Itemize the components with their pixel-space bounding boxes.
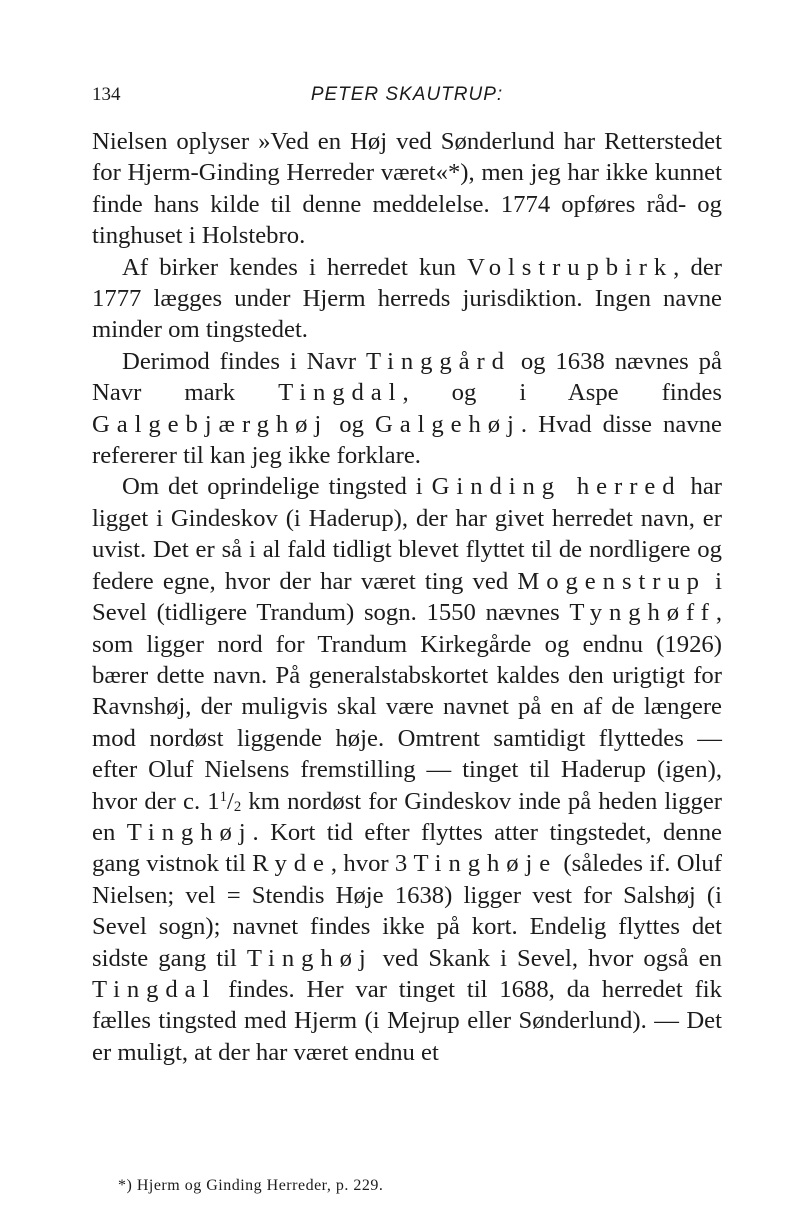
paragraph-3 xyxy=(92,346,722,472)
text-run: Derimod findes i Navr xyxy=(122,347,366,375)
text-run: . Hvad disse navne refererer til kan jeg ikke forklare. xyxy=(92,410,722,470)
body-text xyxy=(92,126,722,1068)
text-run: km nordøst for Gindeskov inde på heden ligger en xyxy=(92,787,722,846)
text-run: Nielsen oplyser »Ved en Høj ved Sønderlund har Retterstedet for Hjerm-Ginding Herreder været«*), men jeg har ikke kunnet finde hans kilde til denne meddelelse. 1774 opføres råd- og tinghuset i Holstebro. xyxy=(92,128,722,250)
running-title: PETER SKAUTRUP: xyxy=(310,84,504,105)
text-run: og 1638 nævnes på Navr mark xyxy=(92,347,722,407)
text-run: ved Skank i Sevel, hvor også en xyxy=(372,944,722,972)
paragraph-2 xyxy=(92,252,722,346)
spaced-name: Volstrupbirk xyxy=(467,253,674,281)
fraction: $1^1/_2$ xyxy=(207,787,242,815)
spaced-name: Tynghøff xyxy=(569,599,716,627)
text-run: , og i Aspe findes xyxy=(402,379,722,407)
text-run: , der 1777 lægges under Hjerm herreds jurisdiktion. Ingen navne minder om tingstedet. xyxy=(92,253,722,344)
text-run: og xyxy=(328,410,376,438)
text-run: findes. Her var tinget til 1688, da herredet fik fælles tingsted med Hjerm (i Mejrup eller Sønderlund). — Det er muligt, at der har været endnu et xyxy=(92,975,722,1066)
spaced-name: Mogenstrup xyxy=(517,567,706,595)
text-run: (således if. Oluf Nielsen; vel = Stendis Høje 1638) ligger vest for Salshøj (i Sevel sogn); navnet findes ikke på kort. Endelig flyttes det sidste gang til xyxy=(92,850,722,972)
fraction-numerator: 1 xyxy=(219,788,228,805)
text-run: , hvor 3 xyxy=(330,850,414,878)
paragraph-1 xyxy=(92,126,722,252)
spaced-name: Tinghøje xyxy=(413,850,558,878)
text-run: i Sevel (tidligere Trandum) sogn. 1550 nævnes xyxy=(92,567,722,627)
text-run: har ligget i Gindeskov (i Haderup), der har givet herredet navn, er uvist. Det er så i al fald tidligt blevet flyttet til de nordligere og federe egne, hvor der har været ting ved xyxy=(92,473,722,595)
spaced-name: Galgehøj xyxy=(375,410,521,438)
footnote: *) Hjerm og Ginding Herreder, p. 229. xyxy=(118,1177,384,1194)
paragraph-4 xyxy=(92,471,722,1068)
page-number: 134 xyxy=(92,84,121,105)
spaced-name: Tingdal xyxy=(92,975,217,1003)
spaced-name: Ginding herred xyxy=(431,473,682,501)
spaced-name: Ryde xyxy=(252,850,331,878)
spaced-name: Tinggård xyxy=(365,347,511,375)
page-header xyxy=(92,84,722,118)
text-run: Af birker kendes i herredet kun xyxy=(122,253,468,281)
spaced-name: Galgebjærghøj xyxy=(92,410,329,438)
spaced-name: Tingdal xyxy=(278,379,403,407)
spaced-name: Tinghøj xyxy=(246,944,373,972)
spaced-name: Tinghøj xyxy=(126,818,253,846)
text-run: , som ligger nord for Trandum Kirkegårde og endnu (1926) bærer dette navn. På generalstabskortet kaldes den urigtigt for Ravnshøj, der muligvis skal være navnet på en af de længere mod nordøst liggende høje. Omtrent samtidigt flyttedes — efter Oluf Nielsens fremstilling — tinget til Haderup (igen), hvor der c. xyxy=(92,599,722,815)
fraction-denominator: 2 xyxy=(233,798,242,815)
text-run: . Kort tid efter flyttes atter tingstedet, denne gang vistnok til xyxy=(92,818,722,878)
fraction-whole: 1 xyxy=(207,787,220,815)
text-run: Om det oprindelige tingsted i xyxy=(122,473,432,501)
